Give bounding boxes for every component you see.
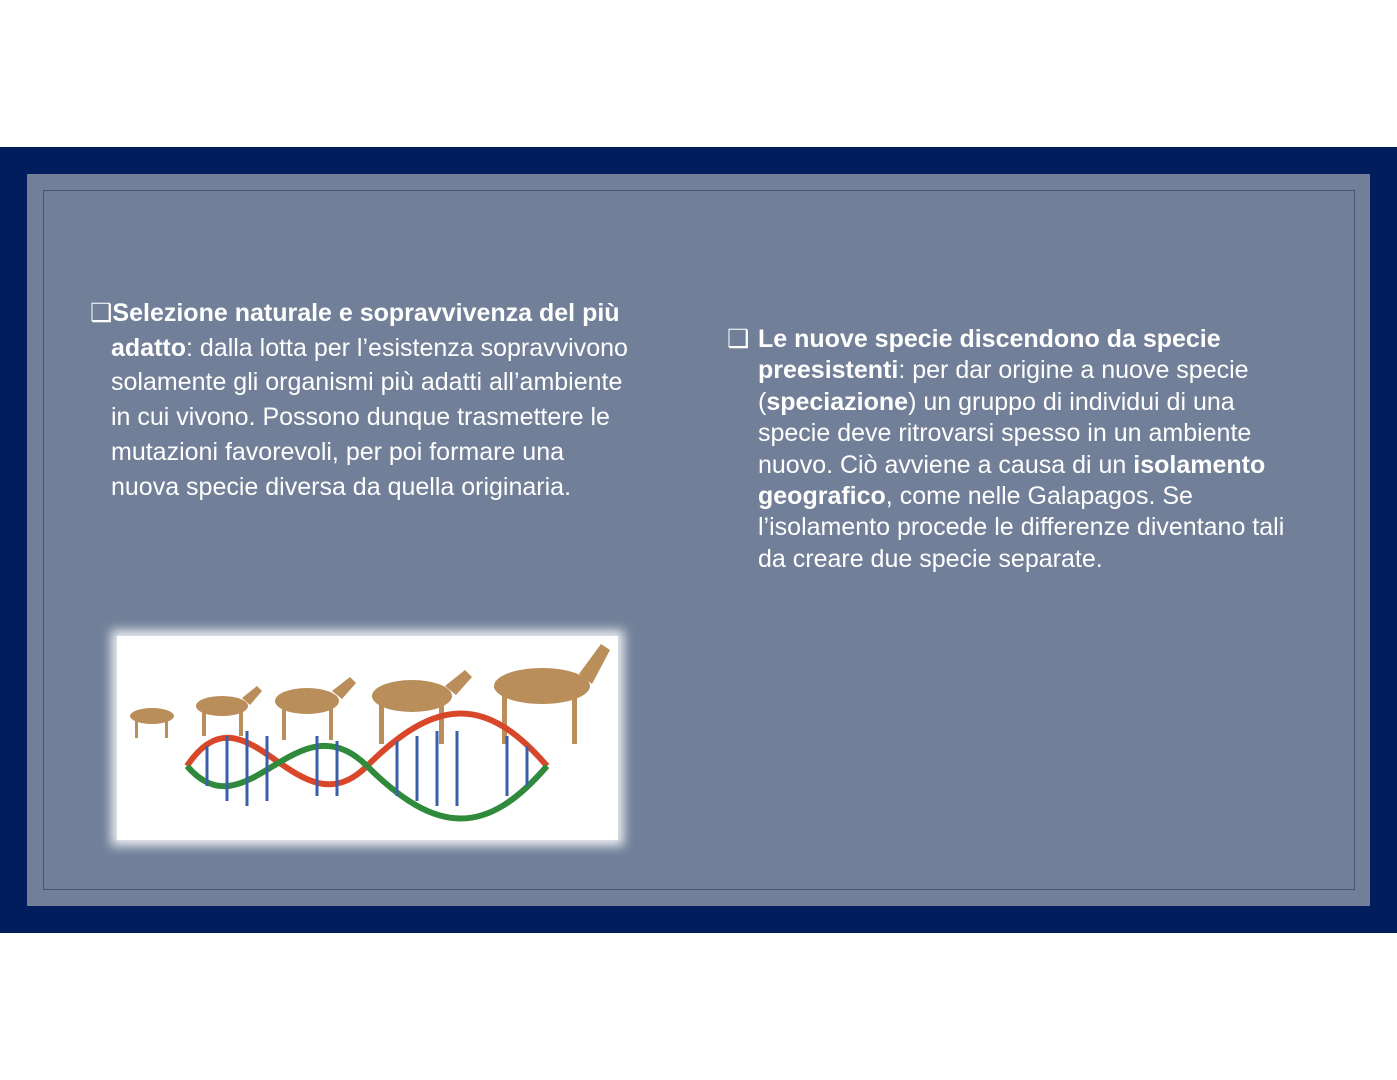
- dna-strand: [187, 746, 547, 819]
- bullet-square-icon: ❑: [90, 299, 113, 327]
- right-body-text: : per dar origine a nuove specie (: [758, 356, 1249, 416]
- bullet-square-icon: ❑: [727, 325, 750, 353]
- left-text-block: [90, 296, 630, 504]
- horse-evolution-dna-image: [117, 636, 618, 840]
- horses: [130, 644, 610, 744]
- horse-dna-illustration: [117, 636, 618, 840]
- bold-term-isolamento: isolamento geografico: [758, 450, 1266, 511]
- left-body-text: : dalla lotta per l’esistenza sopravvivono solamente gli organismi più adatti all’ambiente in cui vivono. Possono dunque trasmettere le mutazioni favorevoli, per poi formare una nuova specie diversa da quella originaria.: [111, 333, 628, 501]
- bold-term-speciazione: speciazione: [766, 387, 909, 416]
- right-text-block: [727, 324, 1287, 575]
- left-bold-title: Selezione naturale e sopravvivenza del più adatto: [111, 299, 620, 362]
- right-body-text: , come nelle Galapagos. Se l’isolamento procede le differenze diventano tali da creare due specie separate.: [758, 482, 1285, 573]
- right-body-text: ) un gruppo di individui di una specie deve ritrovarsi spesso in un ambiente nuovo. Ciò avviene a causa di un: [758, 387, 1252, 479]
- right-bold-title: Le nuove specie discendono da specie preesistenti: [758, 325, 1221, 385]
